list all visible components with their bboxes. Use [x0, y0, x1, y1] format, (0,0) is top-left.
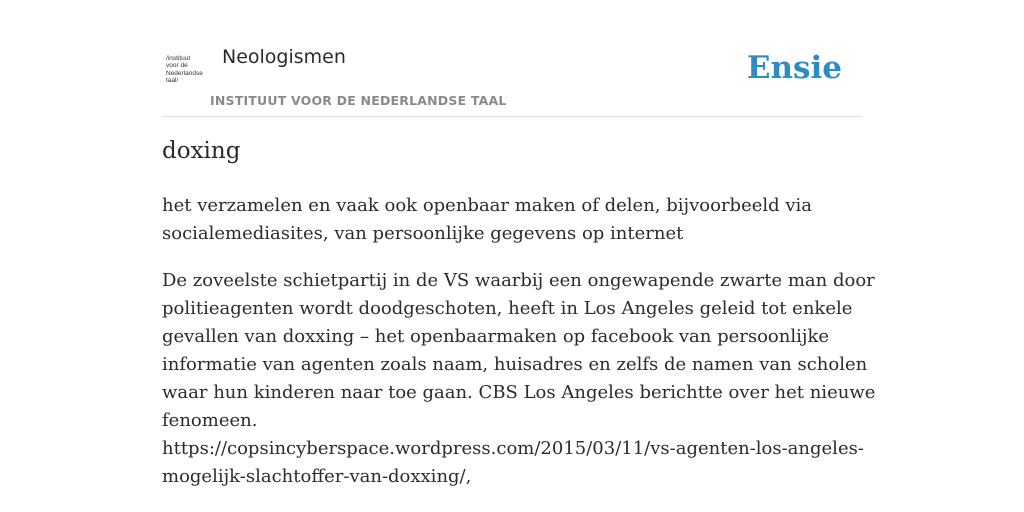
instituut-logo[interactable] — [166, 55, 206, 89]
definition-line: het verzamelen en vaak ook openbaar maken of delen, bijvoorbeeld via — [162, 195, 813, 216]
logo-line: taal/ — [166, 77, 179, 85]
page-header — [162, 40, 862, 117]
example-line: https://copsincyberspace.wordpress.com/2015/03/11/vs-agenten-los-angeles- — [162, 438, 864, 459]
example-line: gevallen van doxxing – het openbaarmaken op facebook van persoonlijke — [162, 326, 830, 347]
source-organization: INSTITUUT VOOR DE NEDERLANDSE TAAL — [210, 93, 507, 108]
ensie-logo[interactable]: Ensie — [746, 50, 842, 86]
example-line: De zoveelste schietpartij in de VS waarbij een ongewapende zwarte man door — [162, 270, 875, 291]
example-line: politieagenten wordt doodgeschoten, heeft in Los Angeles geleid tot enkele — [162, 298, 853, 319]
logo-line: /instituut — [166, 55, 191, 62]
logo-line: Nederlandse — [166, 69, 203, 77]
entry-definition — [162, 192, 862, 248]
example-line: informatie van agenten zoals naam, huisadres en zelfs de namen van scholen — [162, 354, 868, 375]
example-line: mogelijk-slachtoffer-van-doxxing/, — [162, 466, 472, 487]
entry-term: doxing — [162, 138, 241, 164]
source-name[interactable]: Neologismen — [222, 46, 346, 68]
entry-example — [162, 267, 876, 491]
logo-line: voor de — [166, 62, 188, 70]
definition-line: socialemediasites, van persoonlijke gegevens op internet — [162, 223, 684, 244]
example-line: waar hun kinderen naar toe gaan. CBS Los Angeles berichtte over het nieuwe — [162, 382, 876, 403]
example-line: fenomeen. — [162, 410, 258, 431]
